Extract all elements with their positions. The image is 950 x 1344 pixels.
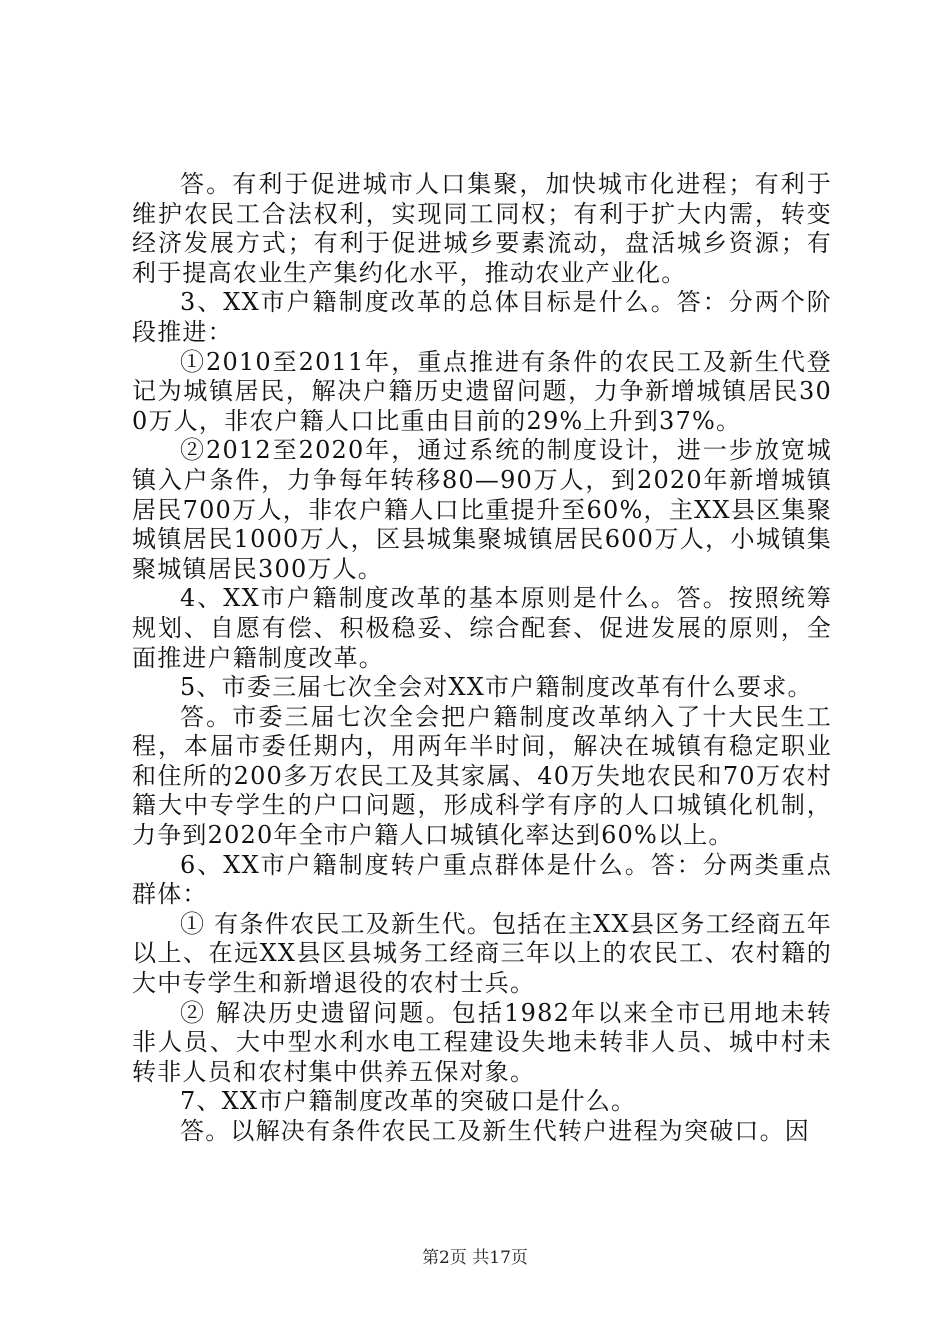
page-footer xyxy=(0,1243,950,1268)
body-paragraph: ①2010至2011年，重点推进有条件的农民工及新生代登记为城镇居民，解决户籍历史遗留问题，力争新增城镇居民300万人，非农户籍人口比重由目前的29%上升到37%。 xyxy=(132,347,832,435)
body-paragraph: 6、XX市户籍制度转户重点群体是什么。答：分两类重点群体： xyxy=(132,850,832,909)
body-paragraph: 答。有利于促进城市人口集聚，加快城市化进程；有利于维护农民工合法权利，实现同工同权；有利于扩大内需，转变经济发展方式；有利于促进城乡要素流动，盘活城乡资源；有利于提高农业生产集约化水平，推动农业产业化。 xyxy=(132,170,832,287)
body-paragraph: 3、XX市户籍制度改革的总体目标是什么。答：分两个阶段推进： xyxy=(132,288,832,346)
body-paragraph: ② 解决历史遗留问题。包括1982年以来全市已用地未转非人员、大中型水利水电工程建设失地未转非人员、城中村未转非人员和农村集中供养五保对象。 xyxy=(132,998,832,1086)
page-number-label: 第2页 共17页 xyxy=(422,1248,528,1268)
body-paragraph: 答。市委三届七次全会把户籍制度改革纳入了十大民生工程，本届市委任期内，用两年半时间，解决在城镇有稳定职业和住所的200多万农民工及其家属、40万失地农民和70万农村籍大中专学生的户口问题，形成科学有序的人口城镇化机制，力争到2020年全市户籍人口城镇化率达到60%以上。 xyxy=(132,702,832,850)
body-paragraph: ②2012至2020年，通过系统的制度设计，进一步放宽城镇入户条件，力争每年转移80—90万人，到2020年新增城镇居民700万人，非农户籍人口比重提升至60%，主XX县区集聚城镇居民1000万人，区县城集聚城镇居民600万人，小城镇集聚城镇居民300万人。 xyxy=(132,436,832,583)
body-paragraph: 4、XX市户籍制度改革的基本原则是什么。答。按照统筹规划、自愿有偿、积极稳妥、综合配套、促进发展的原则，全面推进户籍制度改革。 xyxy=(132,584,832,672)
body-paragraph: ① 有条件农民工及新生代。包括在主XX县区务工经商五年以上、在远XX县区县城务工经商三年以上的农民工、农村籍的大中专学生和新增退役的农村士兵。 xyxy=(132,909,832,998)
body-paragraph: 5、市委三届七次全会对XX市户籍制度改革有什么要求。 xyxy=(180,673,813,702)
body-text xyxy=(132,170,832,1147)
body-paragraph: 7、XX市户籍制度改革的突破口是什么。 xyxy=(180,1087,637,1116)
body-paragraph: 答。以解决有条件农民工及新生代转户进程为突破口。因 xyxy=(180,1117,810,1145)
